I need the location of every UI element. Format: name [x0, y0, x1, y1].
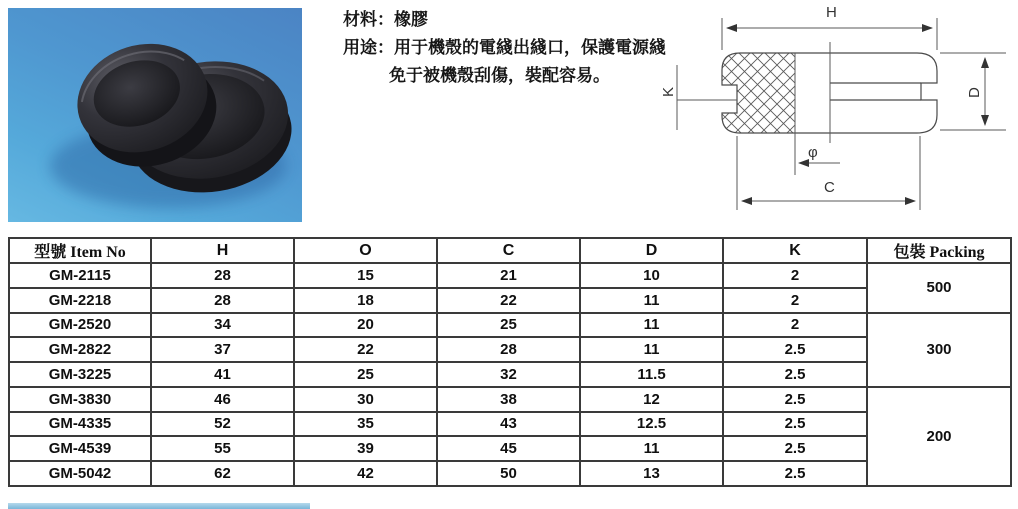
table-row: GM-4539 55 39 45 11 2.5 [9, 436, 1011, 461]
table-row: GM-2822 37 22 28 11 2.5 [9, 337, 1011, 362]
item-no-cell: GM-4335 [9, 412, 151, 437]
table-row: GM-2218 28 18 22 11 2 [9, 288, 1011, 313]
item-no-cell: GM-3225 [9, 362, 151, 387]
table-row: GM-2520 34 20 25 11 2 300 [9, 313, 1011, 338]
dim-label-h: H [826, 4, 837, 21]
col-header-c: C [437, 238, 580, 263]
col-header-k: K [723, 238, 867, 263]
table-row: GM-3830 46 30 38 12 2.5 200 [9, 387, 1011, 412]
spec-table [8, 237, 1012, 487]
dim-label-phi: φ [808, 144, 818, 161]
usage-line: 用途：用于機殼的電綫出綫口，保護電源綫 [343, 38, 666, 57]
table-row: GM-2115 28 15 21 10 2 500 [9, 263, 1011, 288]
col-header-h: H [151, 238, 294, 263]
item-no-cell: GM-3830 [9, 387, 151, 412]
dim-label-c: C [824, 179, 835, 196]
material-line: 材料：橡膠 [343, 10, 428, 29]
item-no-cell: GM-5042 [9, 461, 151, 486]
col-header-packing: 包裝 Packing [867, 238, 1011, 263]
packing-cell: 200 [867, 387, 1011, 486]
usage-line-2: 免于被機殼刮傷，裝配容易。 [389, 66, 610, 85]
item-no-cell: GM-2822 [9, 337, 151, 362]
col-header-item-no: 型號 Item No [9, 238, 151, 263]
item-no-cell: GM-2218 [9, 288, 151, 313]
dim-label-k: K [660, 86, 677, 97]
product-photo [8, 8, 302, 222]
next-photo-edge [8, 503, 310, 509]
packing-cell: 500 [867, 263, 1011, 313]
table-row: GM-4335 52 35 43 12.5 2.5 [9, 412, 1011, 437]
table-row: GM-5042 62 42 50 13 2.5 [9, 461, 1011, 486]
col-header-o: O [294, 238, 437, 263]
item-no-cell: GM-2520 [9, 313, 151, 338]
rubber-grommets-image [8, 8, 302, 222]
table-row: GM-3225 41 25 32 11.5 2.5 [9, 362, 1011, 387]
table-header-row [9, 238, 1011, 263]
item-no-cell: GM-2115 [9, 263, 151, 288]
product-description [343, 6, 673, 90]
dimension-diagram [660, 0, 1018, 235]
packing-cell: 300 [867, 313, 1011, 387]
section-hatch [722, 53, 795, 133]
dim-label-d: D [966, 87, 983, 98]
col-header-d: D [580, 238, 723, 263]
item-no-cell: GM-4539 [9, 436, 151, 461]
